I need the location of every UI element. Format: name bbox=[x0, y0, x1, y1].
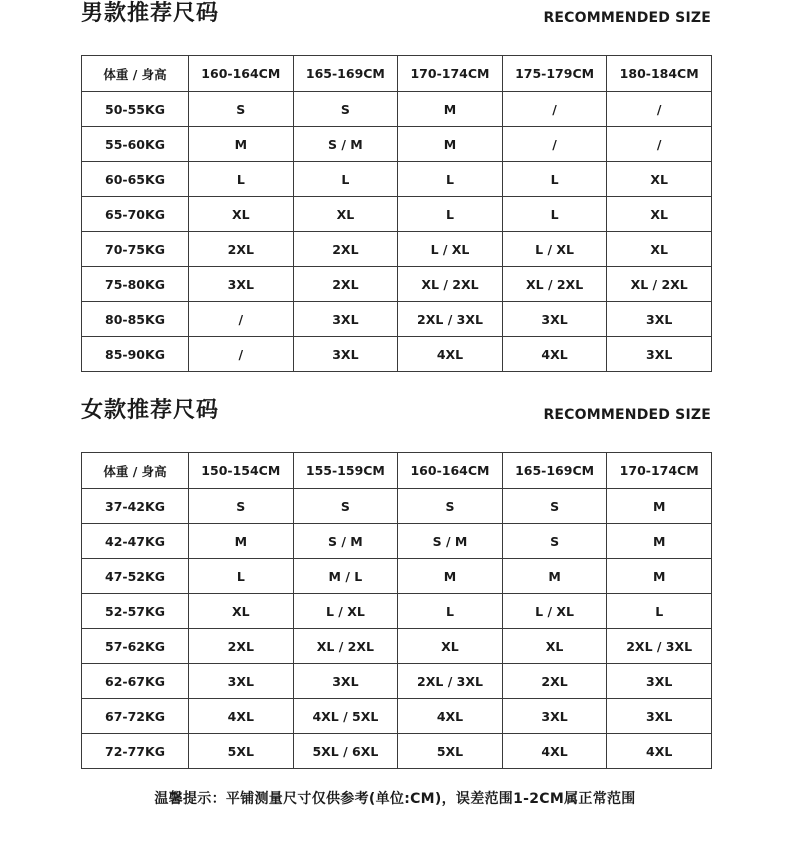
men-section-title: 男款推荐尺码 bbox=[81, 1, 220, 26]
size-cell: 3XL bbox=[189, 664, 294, 699]
table-row bbox=[82, 699, 712, 734]
size-cell: L bbox=[189, 559, 294, 594]
size-cell: M bbox=[607, 559, 712, 594]
size-cell: 3XL bbox=[502, 302, 607, 337]
height-header: 170-174CM bbox=[398, 56, 503, 92]
weight-label: 65-70KG bbox=[82, 197, 189, 232]
weight-label: 57-62KG bbox=[82, 629, 189, 664]
corner-header: 体重 / 身高 bbox=[82, 453, 189, 489]
size-cell: 4XL bbox=[189, 699, 294, 734]
size-cell: L / XL bbox=[398, 232, 503, 267]
height-header: 170-174CM bbox=[607, 453, 712, 489]
weight-label: 47-52KG bbox=[82, 559, 189, 594]
size-cell: L bbox=[293, 162, 398, 197]
size-cell: S / M bbox=[293, 524, 398, 559]
size-cell: XL / 2XL bbox=[293, 629, 398, 664]
size-cell: 2XL bbox=[189, 629, 294, 664]
size-cell: XL / 2XL bbox=[502, 267, 607, 302]
size-cell: XL bbox=[189, 594, 294, 629]
size-cell: / bbox=[502, 127, 607, 162]
weight-label: 67-72KG bbox=[82, 699, 189, 734]
size-cell: XL / 2XL bbox=[398, 267, 503, 302]
size-cell: 3XL bbox=[293, 302, 398, 337]
size-cell: 2XL bbox=[189, 232, 294, 267]
height-header: 175-179CM bbox=[502, 56, 607, 92]
weight-label: 70-75KG bbox=[82, 232, 189, 267]
size-cell: 4XL bbox=[398, 699, 503, 734]
size-cell: XL / 2XL bbox=[607, 267, 712, 302]
weight-label: 62-67KG bbox=[82, 664, 189, 699]
size-cell: 4XL bbox=[398, 337, 503, 372]
size-cell: XL bbox=[398, 629, 503, 664]
weight-label: 42-47KG bbox=[82, 524, 189, 559]
size-cell: 3XL bbox=[607, 337, 712, 372]
size-cell: L bbox=[189, 162, 294, 197]
height-header: 160-164CM bbox=[398, 453, 503, 489]
women-section-subtitle: RECOMMENDED SIZE bbox=[543, 407, 711, 423]
size-cell: L bbox=[502, 197, 607, 232]
size-cell: M bbox=[398, 127, 503, 162]
weight-label: 50-55KG bbox=[82, 92, 189, 127]
size-cell: M bbox=[189, 524, 294, 559]
size-cell: S bbox=[398, 489, 503, 524]
weight-label: 55-60KG bbox=[82, 127, 189, 162]
size-cell: 3XL bbox=[502, 699, 607, 734]
size-cell: M bbox=[607, 489, 712, 524]
table-row bbox=[82, 197, 712, 232]
size-cell: M / L bbox=[293, 559, 398, 594]
size-cell: 3XL bbox=[293, 664, 398, 699]
height-header: 155-159CM bbox=[293, 453, 398, 489]
measurement-footnote: 温馨提示：平铺测量尺寸仅供参考(单位:CM)，误差范围1-2CM属正常范围 bbox=[154, 791, 636, 807]
size-cell: L / XL bbox=[502, 594, 607, 629]
table-row bbox=[82, 524, 712, 559]
size-cell: 3XL bbox=[607, 664, 712, 699]
size-cell: XL bbox=[607, 232, 712, 267]
size-cell: 2XL bbox=[293, 232, 398, 267]
size-cell: / bbox=[502, 92, 607, 127]
size-cell: S / M bbox=[398, 524, 503, 559]
height-header: 165-169CM bbox=[293, 56, 398, 92]
height-header: 165-169CM bbox=[502, 453, 607, 489]
size-cell: M bbox=[502, 559, 607, 594]
height-header: 180-184CM bbox=[607, 56, 712, 92]
size-cell: 2XL / 3XL bbox=[398, 302, 503, 337]
size-cell: 5XL bbox=[398, 734, 503, 769]
size-cell: 4XL bbox=[502, 734, 607, 769]
size-cell: 3XL bbox=[293, 337, 398, 372]
size-cell: S bbox=[189, 92, 294, 127]
table-row bbox=[82, 734, 712, 769]
size-cell: 2XL bbox=[293, 267, 398, 302]
table-header-row bbox=[82, 453, 712, 489]
size-cell: XL bbox=[607, 197, 712, 232]
table-row bbox=[82, 127, 712, 162]
size-cell: M bbox=[398, 559, 503, 594]
height-header: 160-164CM bbox=[189, 56, 294, 92]
size-cell: L bbox=[398, 162, 503, 197]
table-row bbox=[82, 267, 712, 302]
size-cell: 3XL bbox=[607, 302, 712, 337]
size-cell: S bbox=[293, 489, 398, 524]
size-cell: S / M bbox=[293, 127, 398, 162]
size-cell: S bbox=[502, 524, 607, 559]
table-row bbox=[82, 594, 712, 629]
men-section-subtitle: RECOMMENDED SIZE bbox=[543, 10, 711, 26]
women-section-title: 女款推荐尺码 bbox=[81, 398, 220, 423]
size-cell: 5XL / 6XL bbox=[293, 734, 398, 769]
size-cell: XL bbox=[607, 162, 712, 197]
size-cell: L bbox=[398, 594, 503, 629]
size-cell: M bbox=[398, 92, 503, 127]
table-header-row bbox=[82, 56, 712, 92]
size-cell: L / XL bbox=[502, 232, 607, 267]
size-cell: L bbox=[398, 197, 503, 232]
corner-header: 体重 / 身高 bbox=[82, 56, 189, 92]
size-cell: / bbox=[607, 127, 712, 162]
table-row bbox=[82, 232, 712, 267]
women-size-table bbox=[81, 452, 712, 769]
weight-label: 72-77KG bbox=[82, 734, 189, 769]
weight-label: 60-65KG bbox=[82, 162, 189, 197]
size-cell: L / XL bbox=[293, 594, 398, 629]
size-cell: S bbox=[293, 92, 398, 127]
height-header: 150-154CM bbox=[189, 453, 294, 489]
size-cell: 3XL bbox=[189, 267, 294, 302]
table-row bbox=[82, 664, 712, 699]
men-size-table bbox=[81, 55, 712, 372]
size-cell: / bbox=[607, 92, 712, 127]
size-cell: XL bbox=[502, 629, 607, 664]
size-cell: XL bbox=[189, 197, 294, 232]
size-cell: 2XL bbox=[502, 664, 607, 699]
size-cell: / bbox=[189, 302, 294, 337]
size-cell: M bbox=[189, 127, 294, 162]
table-row bbox=[82, 302, 712, 337]
table-row bbox=[82, 489, 712, 524]
size-cell: 2XL / 3XL bbox=[607, 629, 712, 664]
table-row bbox=[82, 559, 712, 594]
size-cell: L bbox=[607, 594, 712, 629]
table-row bbox=[82, 629, 712, 664]
size-cell: M bbox=[607, 524, 712, 559]
size-cell: 3XL bbox=[607, 699, 712, 734]
size-cell: L bbox=[502, 162, 607, 197]
weight-label: 85-90KG bbox=[82, 337, 189, 372]
size-cell: XL bbox=[293, 197, 398, 232]
size-cell: 2XL / 3XL bbox=[398, 664, 503, 699]
table-row bbox=[82, 162, 712, 197]
size-cell: S bbox=[189, 489, 294, 524]
size-cell: 5XL bbox=[189, 734, 294, 769]
size-cell: 4XL / 5XL bbox=[293, 699, 398, 734]
size-cell: 4XL bbox=[502, 337, 607, 372]
weight-label: 80-85KG bbox=[82, 302, 189, 337]
size-cell: 4XL bbox=[607, 734, 712, 769]
weight-label: 75-80KG bbox=[82, 267, 189, 302]
size-cell: / bbox=[189, 337, 294, 372]
weight-label: 52-57KG bbox=[82, 594, 189, 629]
weight-label: 37-42KG bbox=[82, 489, 189, 524]
table-row bbox=[82, 92, 712, 127]
size-cell: S bbox=[502, 489, 607, 524]
table-row bbox=[82, 337, 712, 372]
